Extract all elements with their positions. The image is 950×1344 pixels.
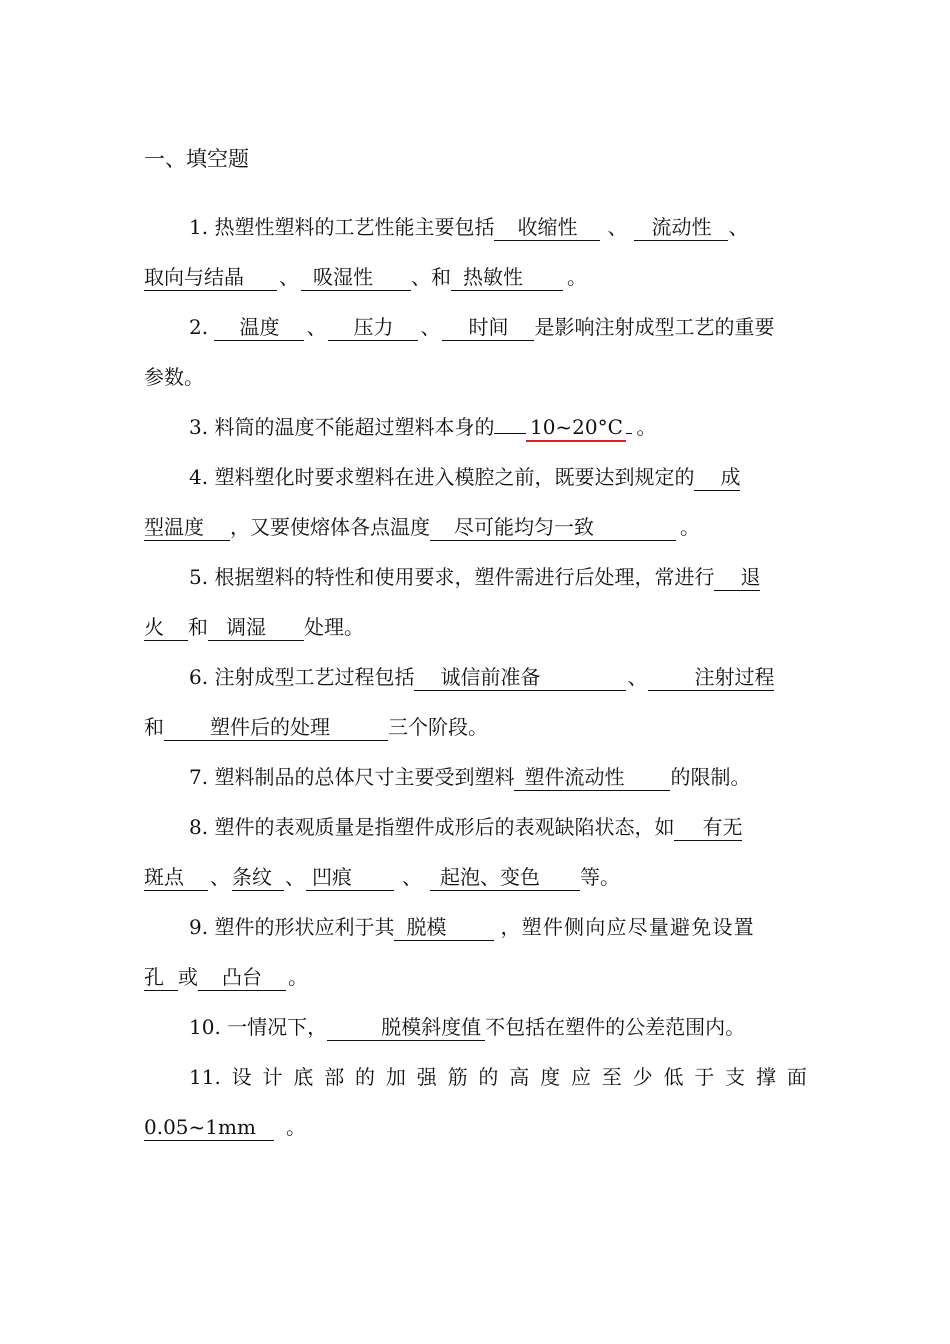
answer-blank: 诚信前准备 <box>414 664 626 691</box>
question-11-line-1: 11. 设 计 底 部 的 加 强 筋 的 高 度 应 至 少 低 于 支 撑 面 <box>189 1065 807 1089</box>
question-8-line-1: 8. 塑件的表观质量是指塑件成形后的表观缺陷状态，如 有无 <box>189 815 743 839</box>
answer-blank: 成 <box>694 464 740 491</box>
answer-blank: 0.05~1mm <box>144 1114 274 1141</box>
section-title: 一、填空题 <box>144 147 249 171</box>
answer-blank: 吸湿性 <box>301 264 411 291</box>
answer-blank: 斑点 <box>144 864 208 891</box>
answer-blank: 型温度 <box>144 514 230 541</box>
question-2-line-1: 2. 温度 、 压力 、 时间 是影响注射成型工艺的重要 <box>189 315 775 339</box>
answer-blank: 取向与结晶 <box>144 264 277 291</box>
answer-blank-highlighted: 10~20°C <box>526 414 626 442</box>
answer-blank: 凹痕 <box>306 864 394 891</box>
answer-blank: 尽可能均匀一致 <box>430 514 676 541</box>
question-5-line-2: 火 和 调湿 处理。 <box>144 615 364 639</box>
answer-blank: 压力 <box>328 314 418 341</box>
answer-blank: 有无 <box>674 814 742 841</box>
answer-blank: 起泡、变色 <box>430 864 580 891</box>
question-6-line-1: 6. 注射成型工艺过程包括 诚信前准备 、 注射过程 <box>189 665 775 689</box>
answer-blank: 塑件流动性 <box>514 764 670 791</box>
answer-blank: 孔 <box>144 964 178 991</box>
question-6-line-2: 和 塑件后的处理 三个阶段。 <box>144 715 488 739</box>
question-4-line-1: 4. 塑料塑化时要求塑料在进入模腔之前，既要达到规定的 成 <box>189 465 741 489</box>
question-number: 1. <box>189 215 209 239</box>
question-text: 热塑性塑料的工艺性能主要包括 <box>214 215 495 239</box>
question-8-line-2: 斑点 、 条纹 、 凹痕 、 起泡、变色 等。 <box>144 865 620 889</box>
question-9-line-1: 9. 塑件的形状应利于其 脱模 ，塑件侧向应尽量避免设置 <box>189 915 755 939</box>
answer-blank: 脱模斜度值 <box>327 1014 485 1041</box>
question-1-line-1: 1. 热塑性塑料的工艺性能主要包括 收缩性 、 流动性 、 <box>189 215 749 239</box>
question-2-line-2: 参数。 <box>144 365 204 389</box>
answer-blank: 收缩性 <box>494 214 600 241</box>
question-9-line-2: 孔 或 凸台 。 <box>144 965 308 989</box>
question-3-line-1: 3. 料筒的温度不能超过塑料本身的 10~20°C 。 <box>144 411 807 443</box>
answer-blank: 调湿 <box>208 614 304 641</box>
answer-blank: 温度 <box>214 314 304 341</box>
answer-blank: 塑件后的处理 <box>164 714 388 741</box>
question-10-line-1: 10. 一情况下， 脱模斜度值 不包括在塑件的公差范围内。 <box>189 1015 746 1039</box>
question-11-line-2: 0.05~1mm 。 <box>144 1115 306 1139</box>
question-1-line-2: 取向与结晶 、 吸湿性 、和 热敏性 。 <box>144 265 587 289</box>
answer-blank: 热敏性 <box>451 264 563 291</box>
question-7-line-1: 7. 塑料制品的总体尺寸主要受到塑料 塑件流动性 的限制。 <box>189 765 751 789</box>
answer-blank: 退 <box>714 564 760 591</box>
answer-blank: 凸台 <box>198 964 286 991</box>
answer-blank: 时间 <box>442 314 534 341</box>
question-4-line-2: 型温度 ，又要使熔体各点温度 尽可能均匀一致 。 <box>144 515 700 539</box>
answer-blank: 条纹 <box>232 864 284 891</box>
answer-blank: 火 <box>144 614 188 641</box>
answer-blank: 脱模 <box>394 914 494 941</box>
question-5-line-1: 5. 根据塑料的特性和使用要求，塑件需进行后处理，常进行 退 <box>189 565 761 589</box>
answer-blank: 流动性 <box>634 214 728 241</box>
answer-blank: 注射过程 <box>648 664 774 691</box>
